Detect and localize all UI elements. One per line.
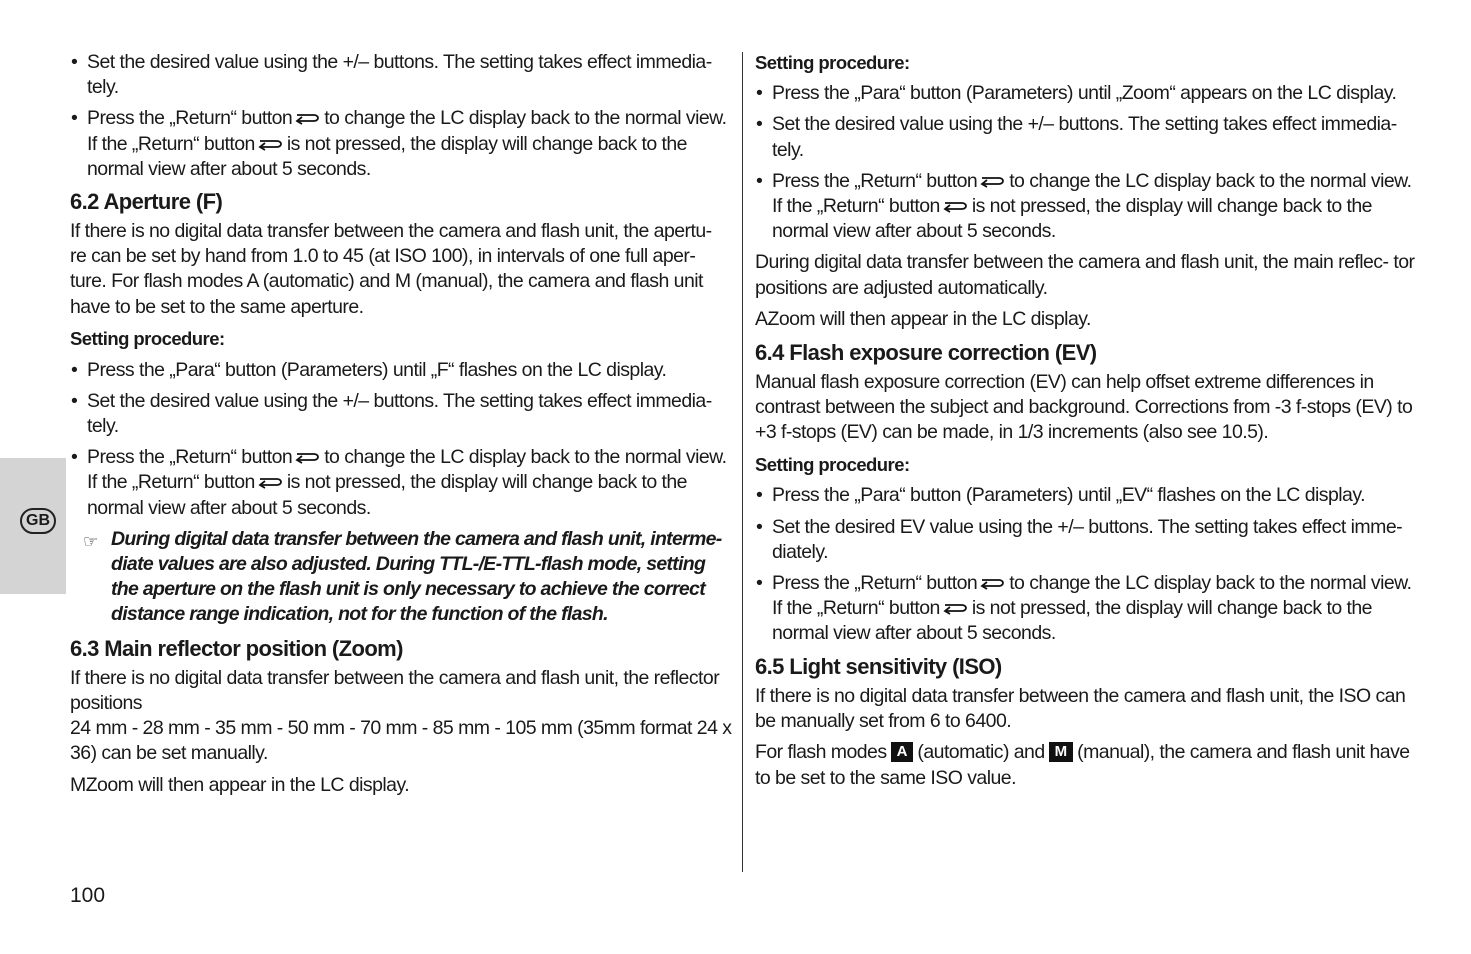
paragraph: If there is no digital data transfer between the camera and flash unit, the ISO can be manually set from 6 to 6400. — [755, 684, 1406, 732]
note-block: ☞ During digital data transfer between the camera and flash unit, interme- diate values are also adjusted. During TTL-/E-TTL-flash mode, setting the aperture on the flash unit is only necessary to achieve the correct distance range indication, not for the function of the flash. — [83, 527, 722, 626]
return-arrow-icon — [294, 450, 320, 464]
column-divider — [742, 52, 743, 872]
return-arrow-icon — [942, 601, 968, 615]
return-arrow-icon — [257, 137, 283, 151]
list-item: • Set the desired value using the +/– buttons. The setting takes effect immedia- tely. — [70, 50, 732, 100]
paragraph: During digital data transfer between the camera and flash unit, the main reflec- tor positions are adjusted automatically. — [755, 251, 1415, 299]
paragraph: MZoom will then appear in the LC display. — [70, 773, 410, 796]
return-arrow-icon — [979, 576, 1005, 590]
mode-a-badge: A — [891, 742, 914, 762]
right-column — [755, 50, 1419, 797]
list-item: • Press the „Return“ button to change the LC display back to the normal view. If the „Return“ button is not pressed, the display will change back to the normal view after about 5 seconds. — [70, 106, 732, 182]
language-badge: GB — [20, 508, 56, 534]
section-heading-aperture: 6.2 Aperture (F) — [70, 189, 223, 215]
section-heading-iso: 6.5 Light sensitivity (ISO) — [755, 653, 1002, 679]
list-item: • Set the desired value using the +/– buttons. The setting takes effect immedia- tely. — [755, 112, 1419, 162]
list-item: • Set the desired value using the +/– buttons. The setting takes effect immedia- tely. — [70, 389, 732, 439]
list-item: • Press the „Para“ button (Parameters) until „F“ flashes on the LC display. — [70, 358, 732, 383]
paragraph: Manual flash exposure correction (EV) can help offset extreme differences in contrast between the subject and background. Corrections from -3 f-stops (EV) to +3 f-stops (EV) can be made, in 1/3 increments (also see 10.5). — [755, 371, 1413, 444]
list-item: • Set the desired EV value using the +/– buttons. The setting takes effect imme- diately. — [755, 515, 1419, 565]
section-heading-zoom: 6.3 Main reflector position (Zoom) — [70, 635, 403, 661]
mode-m-badge: M — [1049, 742, 1074, 762]
return-arrow-icon — [294, 111, 320, 125]
pointing-hand-icon: ☞ — [83, 531, 98, 551]
paragraph: If there is no digital data transfer between the camera and flash unit, the apertu- re can be set by hand from 1.0 to 45 (at ISO 100), in intervals of one full aper- ture. For flash modes A (automatic) and M (manual), the camera and flash unit have to be set to the same aperture. — [70, 220, 712, 318]
section-heading-ev: 6.4 Flash exposure correction (EV) — [755, 340, 1097, 366]
paragraph: 24 mm - 28 mm - 35 mm - 50 mm - 70 mm - 85 mm - 105 mm (35mm format 24 x 36) can be set manually. — [70, 716, 732, 765]
return-arrow-icon — [979, 174, 1005, 188]
paragraph: AZoom will then appear in the LC display. — [755, 308, 1091, 331]
page-number: 100 — [70, 884, 106, 907]
left-column — [70, 50, 732, 805]
paragraph: For flash modes A (automatic) and M (manual), the camera and flash unit have to be set to the same ISO value. — [755, 741, 1410, 789]
list-item: • Press the „Return“ button to change the LC display back to the normal view. If the „Return“ button is not pressed, the display will change back to the normal view after about 5 seconds. — [70, 445, 732, 521]
procedure-label: Setting procedure: — [755, 52, 910, 73]
list-item: • Press the „Para“ button (Parameters) until „Zoom“ appears on the LC display. — [755, 81, 1419, 106]
procedure-label: Setting procedure: — [70, 328, 225, 350]
list-item: • Press the „Return“ button to change the LC display back to the normal view. If the „Return“ button is not pressed, the display will change back to the normal view after about 5 seconds. — [755, 169, 1419, 245]
return-arrow-icon — [257, 475, 283, 489]
list-item: • Press the „Return“ button to change the LC display back to the normal view. If the „Return“ button is not pressed, the display will change back to the normal view after about 5 seconds. — [755, 571, 1419, 647]
paragraph: If there is no digital data transfer between the camera and flash unit, the reflector positions — [70, 666, 720, 714]
list-item: • Press the „Para“ button (Parameters) until „EV“ flashes on the LC display. — [755, 483, 1419, 508]
procedure-label: Setting procedure: — [755, 454, 910, 476]
return-arrow-icon — [942, 199, 968, 213]
